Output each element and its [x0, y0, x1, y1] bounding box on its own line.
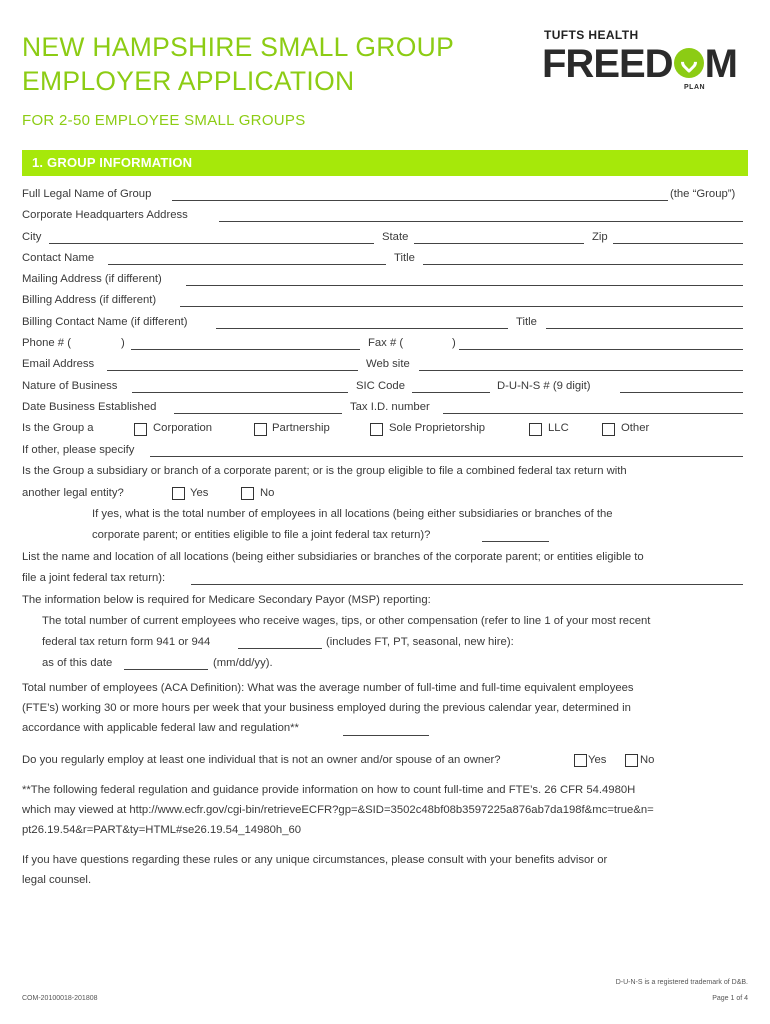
- other-label: Other: [621, 422, 650, 434]
- legal-name-field[interactable]: [172, 200, 668, 201]
- entity-type-label: Is the Group a: [22, 422, 94, 434]
- zip-field[interactable]: [613, 243, 743, 244]
- title-line-2: EMPLOYER APPLICATION: [22, 66, 355, 96]
- email-field[interactable]: [107, 370, 358, 371]
- billing-title-field[interactable]: [546, 328, 743, 329]
- if-other-field[interactable]: [150, 456, 743, 457]
- employ-no-label: No: [640, 754, 655, 766]
- as-of-date-field[interactable]: [124, 669, 208, 670]
- regulation-note-line-3: pt26.19.54&r=PART&ty=HTML#se26.19.54_14980h_60: [22, 824, 302, 836]
- corporation-label: Corporation: [153, 422, 213, 434]
- logo-plan-text: PLAN: [684, 84, 706, 91]
- mailing-address-label: Mailing Address (if different): [22, 273, 162, 285]
- fax-field[interactable]: [459, 349, 743, 350]
- tax-id-label: Tax I.D. number: [350, 401, 430, 413]
- mailing-address-field[interactable]: [186, 285, 743, 286]
- page-number: Page 1 of 4: [712, 995, 748, 1002]
- list-locations-line-2: file a joint federal tax return):: [22, 572, 166, 584]
- subsidiary-yes-label: Yes: [190, 487, 209, 499]
- nature-label: Nature of Business: [22, 380, 118, 392]
- employ-no-checkbox[interactable]: [625, 754, 638, 767]
- aca-employees-field[interactable]: [343, 735, 429, 736]
- trademark-note: D-U-N-S is a registered trademark of D&B.: [615, 979, 748, 986]
- subsidiary-no-label: No: [260, 487, 275, 499]
- llc-checkbox[interactable]: [529, 423, 542, 436]
- msp-text: The information below is required for Medicare Secondary Payor (MSP) reporting:: [22, 594, 431, 606]
- billing-address-label: Billing Address (if different): [22, 294, 157, 306]
- duns-field[interactable]: [620, 392, 743, 393]
- state-label: State: [382, 231, 409, 243]
- hq-address-label: Corporate Headquarters Address: [22, 209, 188, 221]
- the-group-label: (the “Group”): [670, 188, 736, 200]
- employ-yes-label: Yes: [588, 754, 607, 766]
- email-label: Email Address: [22, 358, 95, 370]
- page-subtitle: FOR 2-50 EMPLOYEE SMALL GROUPS: [22, 112, 306, 129]
- if-other-label: If other, please specify: [22, 444, 135, 456]
- form-code: COM-20100018-201808: [22, 995, 98, 1002]
- employ-question: Do you regularly employ at least one individual that is not an owner and/or spouse of an owner?: [22, 754, 501, 766]
- regulation-note-line-1: **The following federal regulation and guidance provide information on how to count full-time and FTE’s. 26 CFR 54.4980H: [22, 784, 636, 796]
- regulation-note-line-2: which may viewed at http://www.ecfr.gov/cgi-bin/retrieveECFR?gp=&SID=3502c48bf08b3597225a876ab7da198f&mc=true&n=: [22, 804, 654, 816]
- total-employees-line-2a: federal tax return form 941 or 944: [42, 636, 211, 648]
- phone-close-paren: ): [121, 337, 125, 349]
- partnership-checkbox[interactable]: [254, 423, 267, 436]
- employ-yes-checkbox[interactable]: [574, 754, 587, 767]
- as-of-label: as of this date: [42, 657, 113, 669]
- hq-address-field[interactable]: [219, 221, 743, 222]
- logo-text-left: FREED: [542, 42, 673, 86]
- zip-label: Zip: [592, 231, 608, 243]
- phone-field[interactable]: [131, 349, 360, 350]
- aca-line-3: accordance with applicable federal law and regulation**: [22, 722, 299, 734]
- aca-line-1: Total number of employees (ACA Definition): What was the average number of full-time and full-time equivalent employees: [22, 682, 634, 694]
- if-yes-line-2: corporate parent; or entities eligible to file a joint federal tax return)?: [92, 529, 431, 541]
- duns-label: D-U-N-S # (9 digit): [497, 380, 591, 392]
- total-employees-all-locations-field[interactable]: [482, 541, 549, 542]
- sic-label: SIC Code: [356, 380, 405, 392]
- billing-title-label: Title: [516, 316, 537, 328]
- sic-field[interactable]: [412, 392, 490, 393]
- city-label: City: [22, 231, 42, 243]
- logo-figure-icon: [674, 48, 704, 78]
- if-yes-line-1: If yes, what is the total number of employees in all locations (being either subsidiaries or branches of the: [92, 508, 613, 520]
- sole-proprietorship-label: Sole Proprietorship: [389, 422, 486, 434]
- sole-proprietorship-checkbox[interactable]: [370, 423, 383, 436]
- advice-line-2: legal counsel.: [22, 874, 92, 886]
- state-field[interactable]: [414, 243, 584, 244]
- date-established-field[interactable]: [174, 413, 342, 414]
- subsidiary-question-line-2: another legal entity?: [22, 487, 124, 499]
- city-field[interactable]: [49, 243, 374, 244]
- total-employees-line-1: The total number of current employees who receive wages, tips, or other compensation (refer to line 1 of your most recent: [42, 615, 651, 627]
- date-established-label: Date Business Established: [22, 401, 157, 413]
- subsidiary-yes-checkbox[interactable]: [172, 487, 185, 500]
- date-format-label: (mm/dd/yy).: [213, 657, 273, 669]
- subsidiary-no-checkbox[interactable]: [241, 487, 254, 500]
- aca-line-2: (FTE’s) working 30 or more hours per week that your business employed during the previous calendar year, determined in: [22, 702, 631, 714]
- nature-field[interactable]: [132, 392, 348, 393]
- llc-label: LLC: [548, 422, 569, 434]
- fax-label: Fax # (: [368, 337, 404, 349]
- fax-close-paren: ): [452, 337, 456, 349]
- logo-text-right: M: [704, 42, 737, 86]
- phone-label: Phone # (: [22, 337, 71, 349]
- subsidiary-question-line-1: Is the Group a subsidiary or branch of a corporate parent; or is the group eligible to file a combined federal tax return with: [22, 465, 627, 477]
- advice-line-1: If you have questions regarding these rules or any unique circumstances, please consult with your benefits advisor or: [22, 854, 608, 866]
- section-heading: 1. GROUP INFORMATION: [32, 155, 193, 170]
- title-line-1: NEW HAMPSHIRE SMALL GROUP: [22, 32, 455, 62]
- billing-contact-field[interactable]: [216, 328, 508, 329]
- website-label: Web site: [366, 358, 410, 370]
- list-locations-field[interactable]: [191, 584, 743, 585]
- logo-top-text: TUFTS HEALTH: [544, 28, 639, 42]
- logo: [542, 42, 737, 86]
- legal-name-label: Full Legal Name of Group: [22, 188, 152, 200]
- total-employees-line-2b: (includes FT, PT, seasonal, new hire):: [326, 636, 514, 648]
- title-label: Title: [394, 252, 415, 264]
- corporation-checkbox[interactable]: [134, 423, 147, 436]
- tax-id-field[interactable]: [443, 413, 743, 414]
- billing-address-field[interactable]: [180, 306, 743, 307]
- billing-contact-label: Billing Contact Name (if different): [22, 316, 188, 328]
- form-941-employees-field[interactable]: [238, 648, 322, 649]
- website-field[interactable]: [419, 370, 743, 371]
- partnership-label: Partnership: [272, 422, 330, 434]
- page-title: [22, 30, 454, 98]
- other-checkbox[interactable]: [602, 423, 615, 436]
- contact-name-label: Contact Name: [22, 252, 95, 264]
- contact-name-field[interactable]: [108, 264, 386, 265]
- list-locations-line-1: List the name and location of all locations (being either subsidiaries or branches of the corporate parent; or entities eligible to: [22, 551, 644, 563]
- title-field[interactable]: [423, 264, 743, 265]
